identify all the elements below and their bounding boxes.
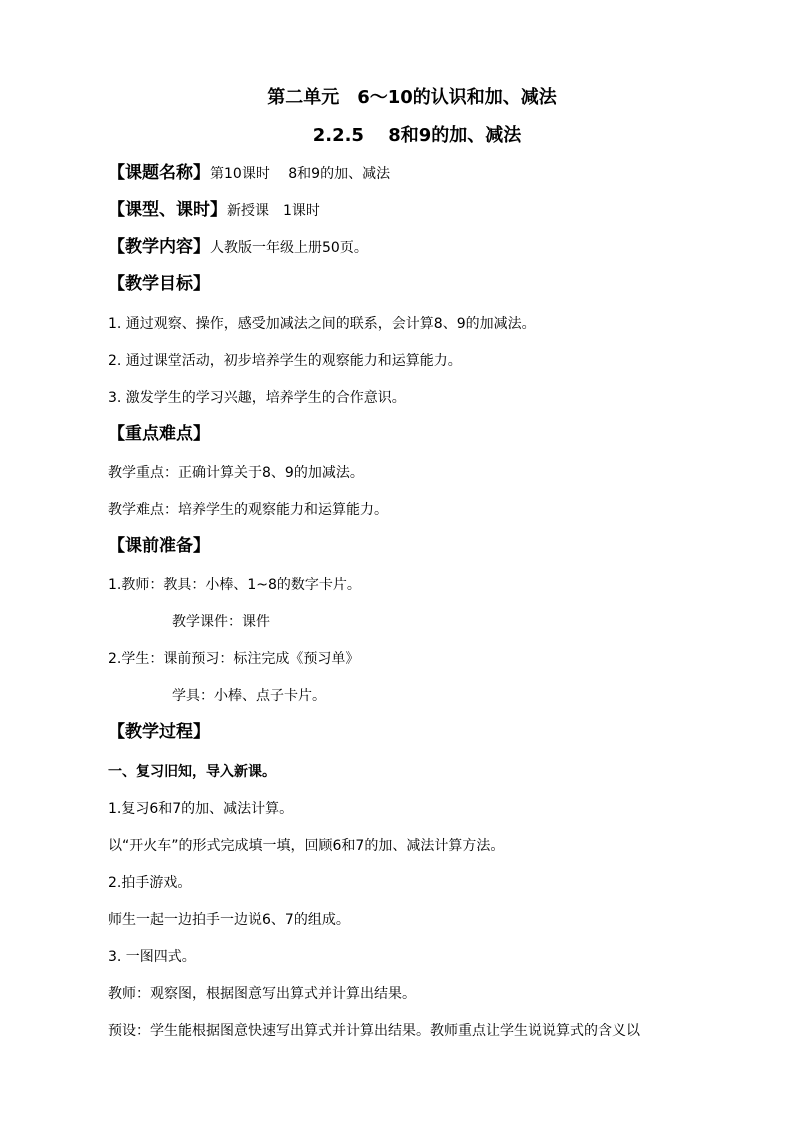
section-heading: 一、复习旧知，导入新课。: [108, 764, 276, 780]
lesson-title: 2.2.5 8和9的加、减法: [312, 125, 522, 146]
process-heading: 【教学过程】: [108, 722, 210, 742]
prep-student: 2.学生：课前预习：标注完成《预习单》: [108, 651, 360, 667]
process-line: 师生一起一边拍手一边说6、7的组成。: [108, 912, 350, 928]
type-label: 【课型、课时】: [108, 200, 227, 220]
process-line: 2.拍手游戏。: [108, 875, 192, 891]
goals-heading: 【教学目标】: [108, 274, 210, 294]
prep-teacher-sub: 教学课件：课件: [172, 614, 270, 630]
keypoints-heading: 【重点难点】: [108, 424, 210, 444]
topic-label: 【课题名称】: [108, 163, 210, 183]
goal-item: 1. 通过观察、操作，感受加减法之间的联系，会计算8、9的加减法。: [108, 316, 536, 332]
type-row: [108, 200, 320, 221]
content-row: [108, 237, 368, 258]
prep-teacher: 1.教师：教具：小棒、1~8的数字卡片。: [108, 577, 361, 593]
content-label: 【教学内容】: [108, 237, 210, 257]
focus-text: 教学重点：正确计算关于8、9的加减法。: [108, 465, 364, 481]
process-line: 3. 一图四式。: [108, 949, 196, 965]
topic-value: 第10课时 8和9的加、减法: [210, 166, 391, 182]
difficulty-text: 教学难点：培养学生的观察能力和运算能力。: [108, 502, 388, 518]
process-line: 预设：学生能根据图意快速写出算式并计算出结果。教师重点让学生说说算式的含义以: [108, 1023, 640, 1039]
prep-heading: 【课前准备】: [108, 536, 210, 556]
process-line: 1.复习6和7的加、减法计算。: [108, 801, 294, 817]
unit-title: 第二单元 6～10的认识和加、减法: [267, 87, 557, 108]
process-line: 教师：观察图，根据图意写出算式并计算出结果。: [108, 986, 416, 1002]
prep-student-sub: 学具：小棒、点子卡片。: [172, 688, 326, 704]
goal-item: 3. 激发学生的学习兴趣，培养学生的合作意识。: [108, 390, 406, 406]
type-value: 新授课 1课时: [227, 203, 320, 219]
process-line: 以“开火车”的形式完成填一填，回顾6和7的加、减法计算方法。: [108, 838, 505, 854]
content-value: 人教版一年级上册50页。: [210, 240, 368, 256]
topic-row: [108, 163, 390, 184]
goal-item: 2. 通过课堂活动，初步培养学生的观察能力和运算能力。: [108, 353, 462, 369]
